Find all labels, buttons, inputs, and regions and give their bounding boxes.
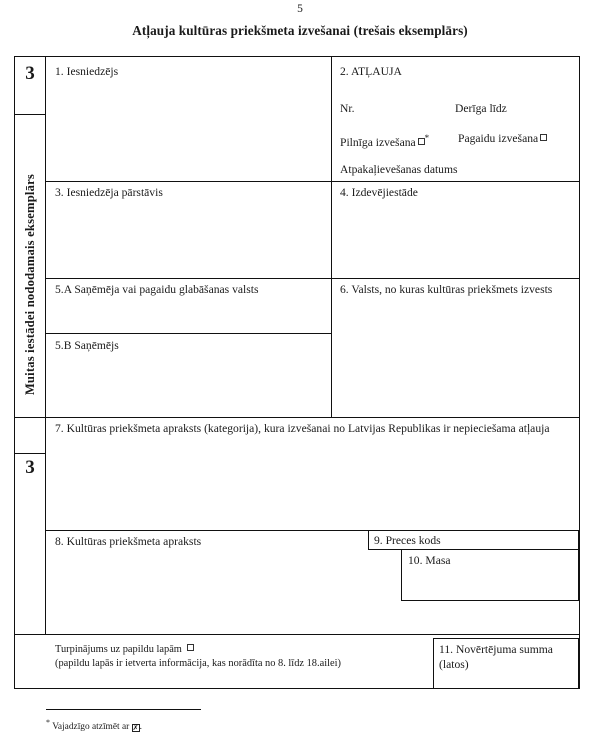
box2-return-date-label: Atpakaļievešanas datums (340, 163, 458, 176)
footnote-checkbox-icon (132, 724, 140, 732)
continuation-checkbox[interactable] (187, 644, 194, 651)
footnote (46, 716, 142, 734)
footnote-text-after: . (139, 722, 142, 733)
footnote-separator-rule (46, 709, 201, 710)
document-title: Atļauja kultūras priekšmeta izvešanai (trešais eksemplārs) (132, 23, 468, 38)
full-export-footnote-marker: * (424, 133, 430, 143)
box5a-label: 5.A Saņēmēja vai pagaidu glabāšanas valsts (55, 283, 259, 296)
box4-label: 4. Izdevējiestāde (340, 186, 418, 199)
box9-label: 9. Preces kods (374, 534, 441, 547)
stub-column-divider (45, 57, 46, 634)
rule-above-continuation (15, 634, 579, 635)
box10-label: 10. Masa (408, 554, 451, 567)
box5b-label: 5.B Saņēmējs (55, 339, 119, 352)
box2-valid-until-label: Derīga līdz (455, 102, 507, 115)
box3-label: 3. Iesniedzēja pārstāvis (55, 186, 163, 199)
full-export-checkbox[interactable] (418, 138, 425, 145)
temporary-export-checkbox[interactable] (540, 134, 547, 141)
continuation-line1[interactable] (55, 643, 194, 657)
box11-label: 11. Novērtējuma summa (latos) (439, 643, 553, 671)
copy-number-bottom: 3 (25, 457, 35, 478)
stub-vertical-caption (15, 115, 45, 455)
box2-full-export-option[interactable] (340, 131, 429, 150)
continuation-line2: (papildu lapās ir ietverta informācija, kas norādīta no 8. līdz 18.ailei) (55, 658, 341, 669)
page-number: 5 (297, 3, 303, 15)
box2-full-export-label: Pilnīga izvešana (340, 135, 416, 149)
rule-between-5a-5b (46, 333, 331, 334)
box1-label: 1. Iesniedzējs (55, 65, 119, 78)
box9-cell (368, 530, 579, 550)
footnote-checkbox-glyph: ✗ (132, 724, 139, 733)
footnote-marker: * (46, 718, 50, 727)
box2-nr-label: Nr. (340, 102, 355, 115)
box11-cell (433, 638, 579, 689)
copy-number-top: 3 (25, 63, 35, 84)
box2-temporary-export-option[interactable] (458, 131, 547, 146)
continuation-line1-text: Turpinājums uz papildu lapām (55, 644, 182, 655)
footnote-text-before: Vajadzīgo atzīmēt ar (52, 722, 130, 733)
stub-divider-bottom (15, 453, 45, 454)
rule-column-divider-upper (331, 57, 332, 417)
box7-label: 7. Kultūras priekšmeta apraksts (kategorija), kura izvešanai no Latvijas Republikas ir nepieciešama atļauja (55, 422, 550, 435)
rule-below-row3 (15, 417, 579, 418)
box2-label: 2. ATĻAUJA (340, 65, 402, 78)
rule-below-row1 (46, 181, 579, 182)
box10-cell (401, 549, 579, 601)
rule-below-row2 (46, 278, 579, 279)
permit-form-table (14, 56, 580, 689)
box6-label: 6. Valsts, no kuras kultūras priekšmets izvests (340, 283, 553, 296)
stub-vertical-caption-text: Muitas iestādei nododamais eksemplārs (22, 174, 37, 396)
box2-temporary-export-label: Pagaidu izvešana (458, 132, 539, 145)
box8-label: 8. Kultūras priekšmeta apraksts (55, 535, 202, 548)
